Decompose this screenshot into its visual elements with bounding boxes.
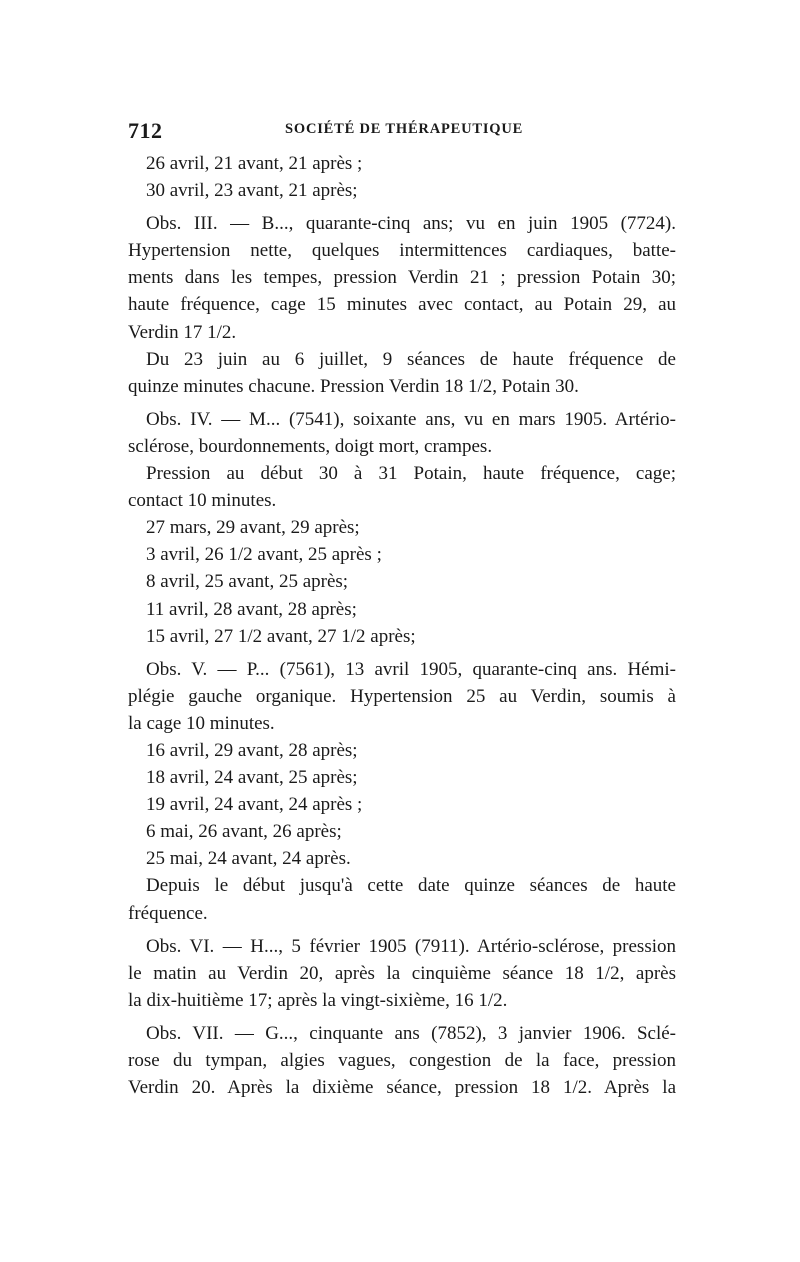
text-line: la cage 10 minutes.: [128, 712, 275, 734]
text-line: 30 avril, 23 avant, 21 après;: [146, 180, 358, 202]
text-line: la dix-huitième 17; après la vingt-sixième, 16 1/2.: [128, 989, 508, 1011]
page-header: [128, 118, 676, 144]
text-line: fréquence.: [128, 902, 208, 924]
text-line: 26 avril, 21 avant, 21 après ;: [146, 153, 363, 174]
text-line: 25 mai, 24 avant, 24 après.: [146, 848, 351, 870]
body-text: [128, 150, 676, 1101]
text-line: 19 avril, 24 avant, 24 après ;: [146, 794, 363, 816]
running-title: SOCIÉTÉ DE THÉRAPEUTIQUE: [285, 121, 524, 137]
text-line: le matin au Verdin 20, après la cinquième séance 18 1/2, après: [128, 962, 676, 984]
text-line: sclérose, bourdonnements, doigt mort, crampes.: [128, 435, 493, 457]
text-line: Hypertension nette, quelques intermittences cardiaques, batte-: [128, 240, 676, 262]
text-line: Depuis le début jusqu'à cette date quinze séances de haute: [146, 875, 676, 897]
text-line: 8 avril, 25 avant, 25 après;: [146, 571, 349, 593]
text-line: Obs. VII. — G..., cinquante ans (7852), 3 janvier 1906. Sclé-: [146, 1022, 676, 1044]
text-line: contact 10 minutes.: [128, 490, 277, 512]
text-line: 15 avril, 27 1/2 avant, 27 1/2 après;: [146, 625, 416, 647]
text-line: quinze minutes chacune. Pression Verdin 18 1/2, Potain 30.: [128, 375, 579, 397]
text-line: Obs. VI. — H..., 5 février 1905 (7911). Artério-sclérose, pression: [146, 935, 676, 957]
text-line: Pression au début 30 à 31 Potain, haute fréquence, cage;: [146, 463, 676, 485]
text-line: ments dans les tempes, pression Verdin 21 ; pression Potain 30;: [128, 267, 676, 289]
text-line: 11 avril, 28 avant, 28 après;: [146, 598, 357, 620]
text-line: rose du tympan, algies vagues, congestion de la face, pression: [128, 1050, 676, 1071]
text-line: Verdin 20. Après la dixième séance, pression 18 1/2. Après la: [128, 1077, 676, 1099]
text-line: 27 mars, 29 avant, 29 après;: [146, 517, 360, 539]
page-number: 712: [128, 118, 163, 143]
document-page: [128, 0, 676, 1262]
text-line: Obs. IV. — M... (7541), soixante ans, vu en mars 1905. Artério-: [146, 408, 676, 430]
text-line: Du 23 juin au 6 juillet, 9 séances de haute fréquence de: [146, 348, 676, 370]
text-line: plégie gauche organique. Hypertension 25 au Verdin, soumis à: [128, 685, 676, 707]
text-line: 6 mai, 26 avant, 26 après;: [146, 821, 342, 843]
text-line: 18 avril, 24 avant, 25 après;: [146, 767, 358, 789]
text-line: Obs. III. — B..., quarante-cinq ans; vu en juin 1905 (7724).: [146, 213, 676, 235]
text-line: haute fréquence, cage 15 minutes avec contact, au Potain 29, au: [128, 294, 676, 316]
text-line: Obs. V. — P... (7561), 13 avril 1905, quarante-cinq ans. Hémi-: [146, 658, 676, 680]
text-line: 16 avril, 29 avant, 28 après;: [146, 739, 358, 761]
text-line: Verdin 17 1/2.: [128, 321, 237, 343]
text-line: 3 avril, 26 1/2 avant, 25 après ;: [146, 544, 382, 566]
